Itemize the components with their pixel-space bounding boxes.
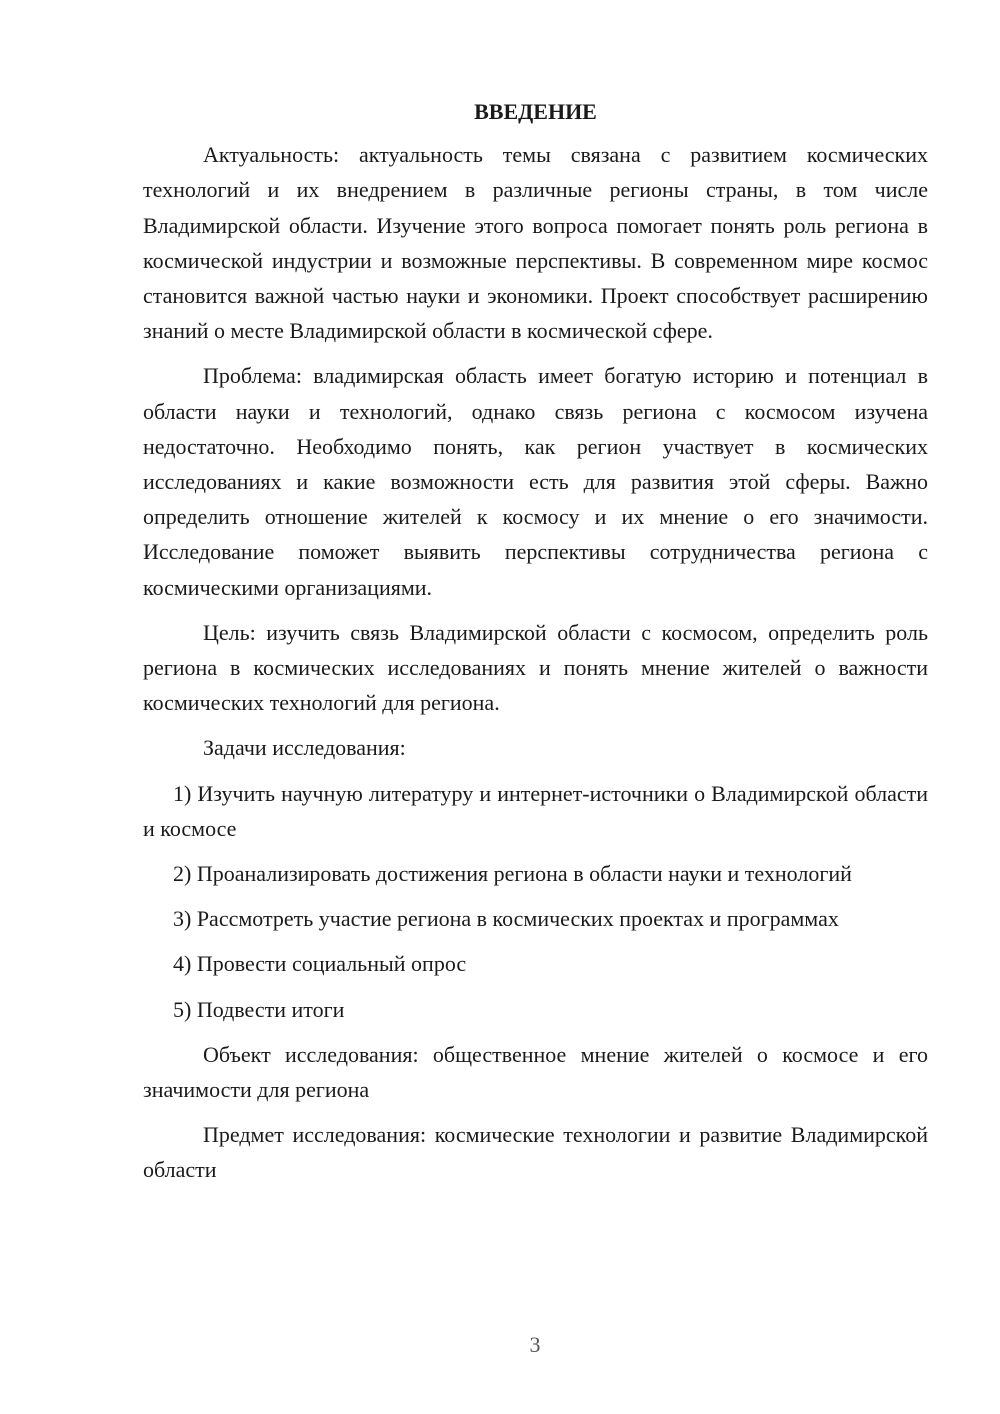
task-item-3: 3) Рассмотреть участие региона в космических проектах и программах xyxy=(173,906,839,932)
subject-paragraph: Предмет исследования: космические технологии и развитие Владимирской области xyxy=(143,1122,928,1183)
problem-paragraph: Проблема: владимирская область имеет богатую историю и потенциал в области науки и технологий, однако связь региона с космосом изучена недостаточно. Необходимо понять, как регион участвует в космических исследованиях и какие возможности есть для развития этой сферы. Важно определить отношение жителей к космосу и их мнение о его значимости. Исследование поможет выявить перспективы сотрудничества региона с космическими организациями. xyxy=(143,363,928,600)
goal-paragraph: Цель: изучить связь Владимирской области с космосом, определить роль региона в космических исследованиях и понять мнение жителей о важности космических технологий для региона. xyxy=(143,619,928,716)
task-item-2: 2) Проанализировать достижения региона в области науки и технологий xyxy=(173,861,852,887)
task-item-5: 5) Подвести итоги xyxy=(173,996,345,1022)
task-item-1: 1) Изучить научную литературу и интернет-источники о Владимирской области и космосе xyxy=(143,780,928,841)
relevance-paragraph: Актуальность: актуальность темы связана с развитием космических технологий и их внедрением в различные регионы страны, в том числе Владимирской области. Изучение этого вопроса помогает понять роль региона в космической индустрии и возможные перспективы. В современном мире космос становится важной частью науки и экономики. Проект способствует расширению знаний о месте Владимирской области в космической сфере. xyxy=(143,142,928,344)
object-paragraph: Объект исследования: общественное мнение жителей о космосе и его значимости для региона xyxy=(143,1041,928,1103)
tasks-heading: Задачи исследования: xyxy=(203,735,406,761)
section-title: ВВЕДЕНИЕ xyxy=(474,99,597,124)
page-number: 3 xyxy=(529,1332,541,1357)
task-item-4: 4) Провести социальный опрос xyxy=(173,951,467,977)
document-page xyxy=(143,94,928,1198)
